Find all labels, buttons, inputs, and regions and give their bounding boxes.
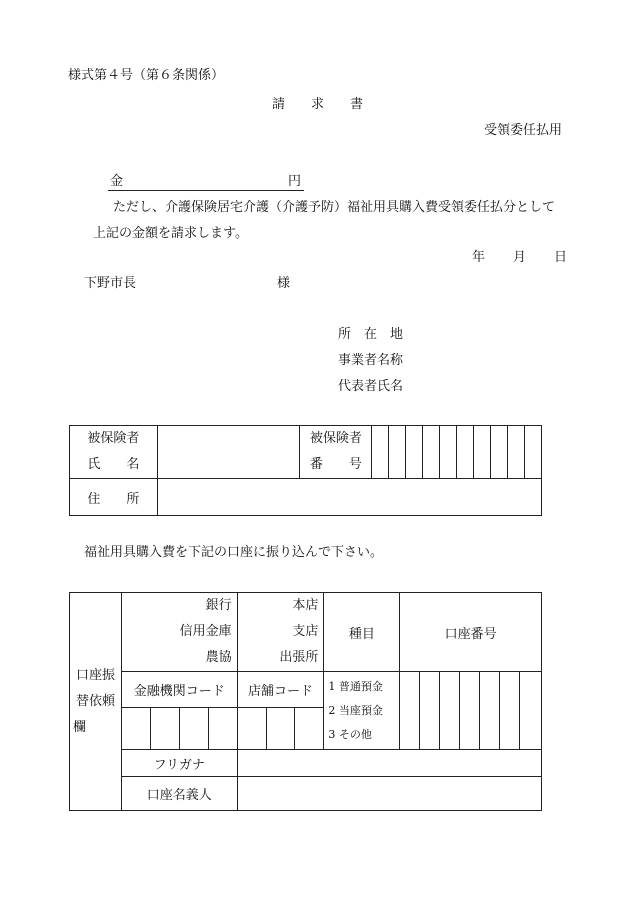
branch-code-label: 店舗コード — [237, 672, 324, 708]
insured-number-label-2: 番 号 — [309, 457, 362, 472]
insured-number-digit[interactable] — [508, 426, 525, 479]
branch-type-branch: 支店 — [292, 624, 319, 639]
insured-number-label-1: 被保険者 — [309, 431, 362, 446]
account-number-digit[interactable] — [400, 672, 420, 750]
insured-number-digit[interactable] — [372, 426, 389, 479]
account-number-digit[interactable] — [440, 672, 460, 750]
institution-code-digit[interactable] — [121, 708, 150, 750]
insured-number-digit[interactable] — [440, 426, 457, 479]
document-title: 請 求 書 — [272, 97, 364, 112]
kind-header: 種目 — [324, 593, 400, 672]
account-holder-field[interactable] — [237, 777, 541, 811]
insured-address-label: 住 所 — [70, 479, 158, 516]
insured-number-digit[interactable] — [491, 426, 508, 479]
insured-number-digit[interactable] — [474, 426, 491, 479]
bank-type-credit-union: 信用金庫 — [179, 624, 232, 639]
institution-code-label: 金融機関コード — [121, 672, 237, 708]
bank-transfer-table — [69, 592, 542, 811]
branch-type-head: 本店 — [292, 598, 319, 613]
provider-company-label: 事業者名称 — [338, 353, 404, 368]
institution-code-digit[interactable] — [179, 708, 208, 750]
side-label-line3: 欄 — [73, 719, 87, 735]
institution-code-digit[interactable] — [150, 708, 179, 750]
account-number-digit[interactable] — [500, 672, 520, 750]
account-number-digit[interactable] — [460, 672, 480, 750]
addressee-name: 下野市長 — [84, 276, 137, 291]
date-day: 日 — [554, 250, 568, 265]
bank-type-bank: 銀行 — [205, 598, 232, 613]
side-label-line2: 替依頼 — [75, 693, 115, 709]
insured-name-field[interactable] — [157, 426, 300, 479]
branch-name-field[interactable] — [237, 593, 324, 672]
insured-name-label-2: 氏 名 — [87, 457, 140, 472]
account-transfer-side-label — [70, 593, 122, 811]
account-kind-options[interactable] — [324, 672, 400, 750]
insured-number-digit[interactable] — [457, 426, 474, 479]
kind-option-other[interactable]: 3 その他 — [328, 727, 372, 741]
account-number-digit[interactable] — [519, 672, 541, 750]
bank-type-agri-coop: 農協 — [205, 650, 232, 665]
insured-number-digit[interactable] — [406, 426, 423, 479]
body-text-line1: ただし、介護保険居宅介護（介護予防）福祉用具購入費受領委任払分として — [113, 200, 556, 215]
amount-prefix: 金 — [110, 174, 124, 189]
insured-name-label-1: 被保険者 — [87, 431, 140, 446]
furigana-field[interactable] — [237, 750, 541, 777]
bank-name-field[interactable] — [121, 593, 237, 672]
branch-type-office: 出張所 — [279, 650, 319, 665]
provider-representative-label: 代表者氏名 — [338, 379, 404, 394]
addressee-honorific: 様 — [277, 276, 291, 291]
body-text-line2: 上記の金額を請求します。 — [93, 226, 248, 241]
account-holder-label: 口座名義人 — [121, 777, 237, 811]
insured-number-digit[interactable] — [423, 426, 440, 479]
amount-suffix: 円 — [288, 174, 302, 189]
insured-number-digit[interactable] — [524, 426, 541, 479]
account-number-digit[interactable] — [480, 672, 500, 750]
date-month: 月 — [513, 250, 527, 265]
transfer-instruction: 福祉用具購入費を下記の口座に振り込んで下さい。 — [84, 545, 384, 560]
side-label-line1: 口座振 — [75, 667, 115, 683]
insured-table — [69, 425, 542, 516]
branch-code-digit[interactable] — [237, 708, 266, 750]
furigana-label: フリガナ — [121, 750, 237, 777]
provider-address-label: 所 在 地 — [338, 327, 404, 342]
kind-option-ordinary[interactable]: 1 普通預金 — [328, 679, 383, 693]
insured-name-label-cell — [70, 426, 158, 479]
institution-code-digit[interactable] — [208, 708, 237, 750]
branch-code-digit[interactable] — [295, 708, 324, 750]
branch-code-digit[interactable] — [266, 708, 295, 750]
account-number-header: 口座番号 — [400, 593, 542, 672]
kind-option-checking[interactable]: 2 当座預金 — [328, 703, 383, 717]
insured-number-label-cell — [300, 426, 372, 479]
account-number-digit[interactable] — [420, 672, 440, 750]
insured-address-field[interactable] — [157, 479, 541, 516]
document-subtitle: 受領委任払用 — [484, 123, 563, 138]
date-year: 年 — [472, 250, 486, 265]
amount-underline — [108, 190, 304, 191]
form-number: 様式第４号（第６条関係） — [68, 68, 225, 83]
insured-number-digit[interactable] — [389, 426, 406, 479]
